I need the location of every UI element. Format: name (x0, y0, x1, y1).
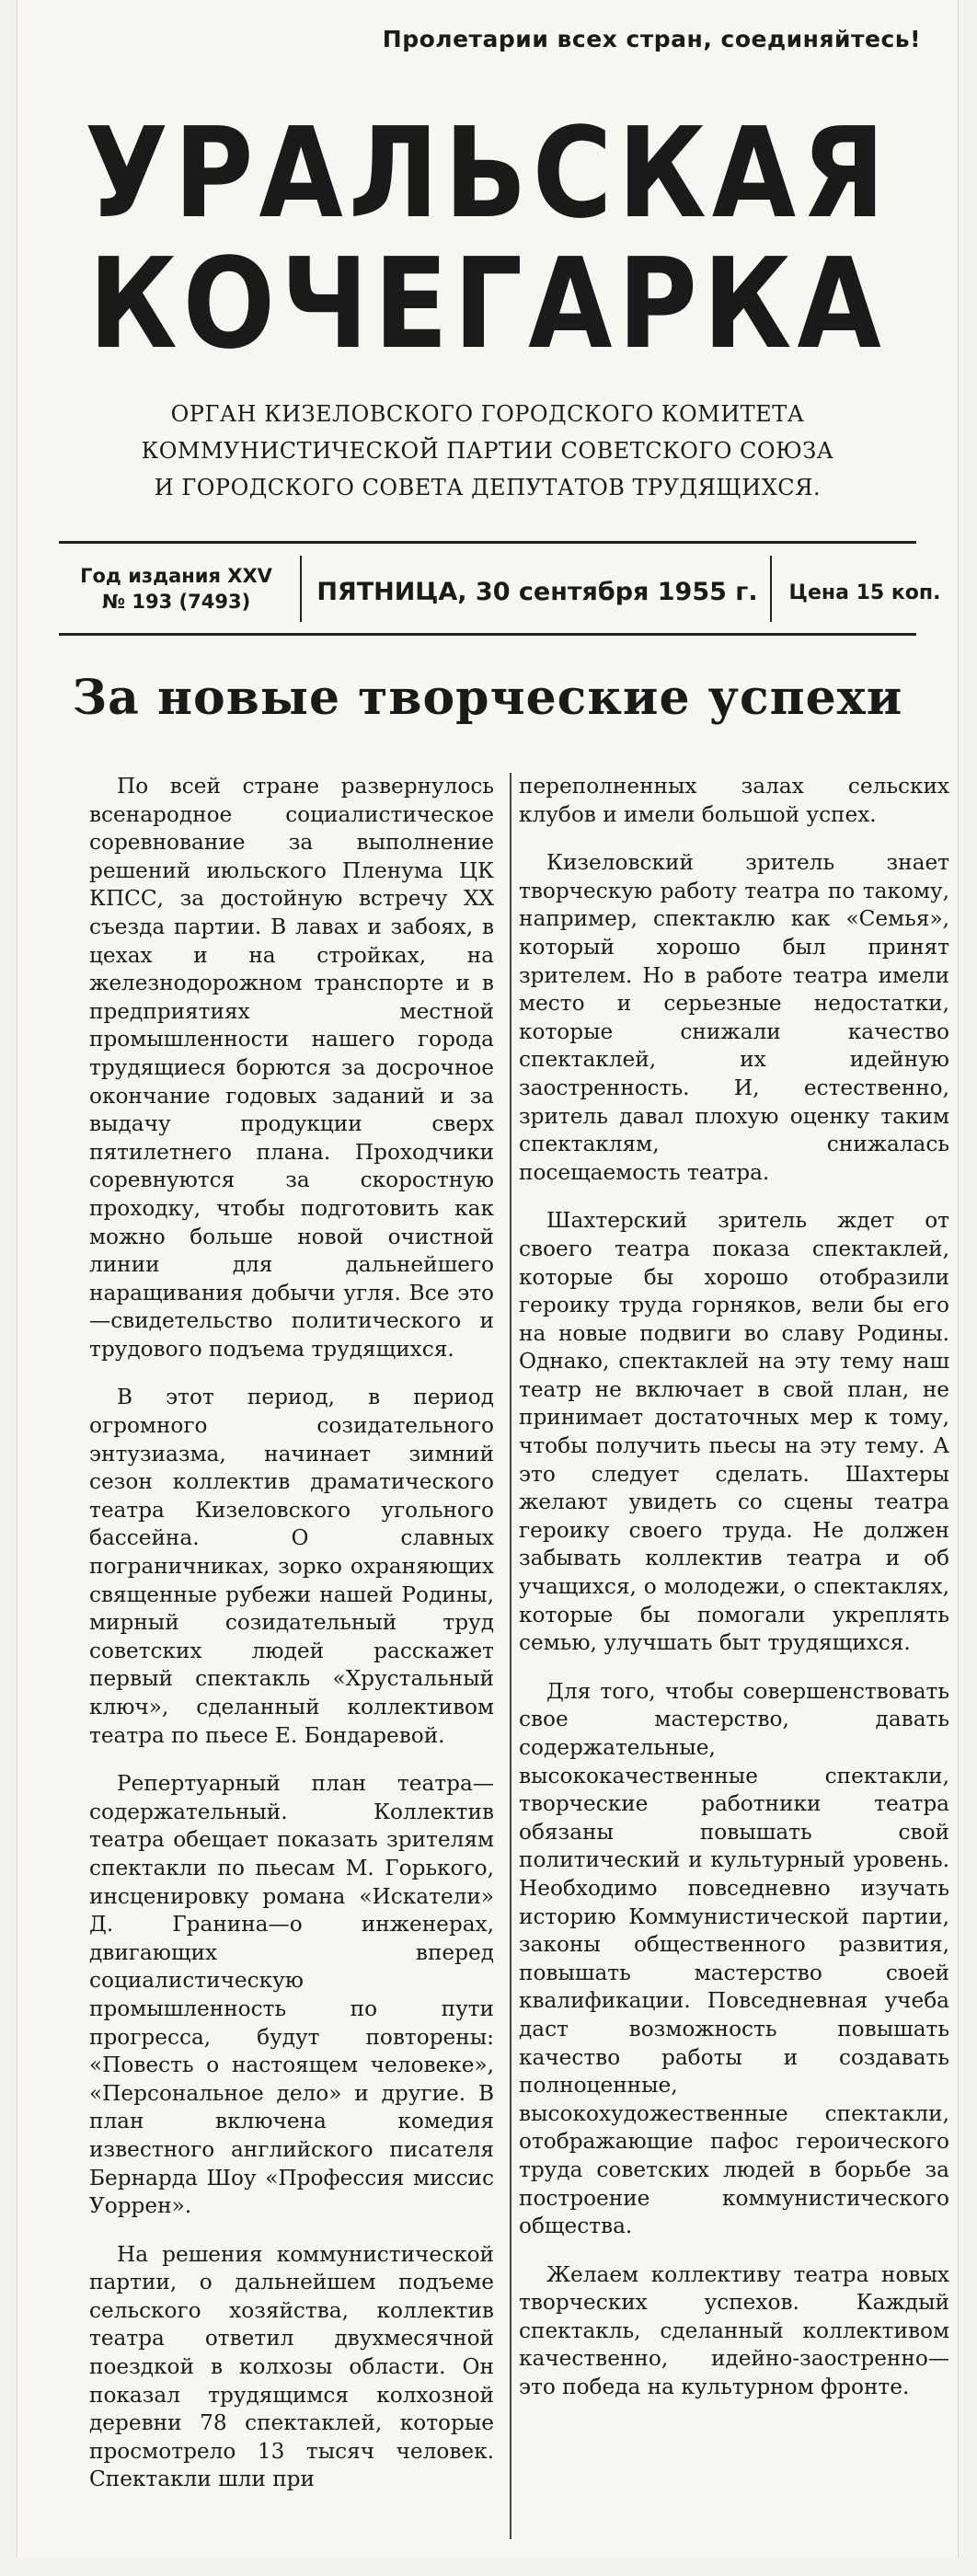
article-headline: За новые творческие успехи (72, 670, 903, 726)
organ-statement (17, 396, 958, 506)
divider (59, 633, 916, 636)
article-column-left (89, 773, 494, 2514)
column-divider (510, 773, 511, 2539)
article-paragraph: переполненных залах сельских клубов и имели большой успех. (519, 774, 949, 827)
divider (59, 541, 916, 544)
divider (770, 556, 772, 622)
newspaper-page (17, 0, 959, 2558)
organ-line: КОММУНИСТИЧЕСКОЙ ПАРТИИ СОВЕТСКОГО СОЮЗА (141, 438, 834, 464)
organ-line: И ГОРОДСКОГО СОВЕТА ДЕПУТАТОВ ТРУДЯЩИХСЯ. (154, 475, 822, 500)
article-paragraph: Шахтерский зритель ждет от своего театра показа спектаклей, которые бы хорошо отобразили героику труда горняков, вели бы его на новые подвиги во славу Родины. Однако, спектаклей на эту тему наш театр не включает в свой план, не принимает достаточных мер к тому, чтобы получить пьесы на эту тему. А это следует сделать. Шахтеры желают увидеть со сцены театра героику своего труда. Не должен забывать коллектив театра и об учащихся, о молодежи, о спектаклях, которые бы помогали укреплять семью, улучшать быт трудящихся. (519, 1208, 949, 1656)
article-column-right (519, 773, 949, 2422)
organ-line: ОРГАН КИЗЕЛОВСКОГО ГОРОДСКОГО КОМИТЕТА (170, 401, 805, 427)
masthead-title-line2: КОЧЕГАРКА (88, 230, 887, 377)
article-paragraph: Для того, чтобы совершенствовать свое мастерство, давать содержательные, высококачественные спектакли, творческие работники театра обязаны повышать свой политический и культурный уровень. Необходимо повседневно изучать историю Коммунистической партии, законы общественного развития, повышать мастерство своей квалификации. Повседневная учеба даст возможность повышать качество работы и создавать полноценные, высокохудожественные спектакли, отображающие пафос героического труда советских людей в борьбе за построение коммунистического общества. (519, 1678, 949, 2239)
masthead-title-line1: УРАЛЬСКАЯ (85, 99, 891, 247)
article-paragraph: В этот период, в период огромного созидательного энтузиазма, начинает зимний сезон коллектив драматического театра Кизеловского угольного бассейна. О славных пограничниках, зорко охраняющих священные рубежи нашей Родины, мирный созидательный труд советских людей расскажет первый спектакль «Хрустальный ключ», сделанный коллективом театра по пьесе Е. Бондаревой. (89, 1385, 494, 1748)
issue-info (59, 563, 293, 615)
divider (300, 556, 302, 622)
article-paragraph: На решения коммунистической партии, о дальнейшем подъеме сельского хозяйства, коллектив театра ответил двухмесячной поездкой в колхозы области. Он показал трудящимся колхозной деревни 78 спектаклей, которые просмотрело 13 тысяч человек. Спектакли шли при (89, 2241, 494, 2492)
issue-price: Цена 15 коп. (788, 581, 941, 604)
issue-date: ПЯТНИЦА, 30 сентября 1955 г. (316, 578, 758, 606)
article-paragraph: Кизеловский зритель знает творческую работу театра по такому, например, спектаклю как «Семья», который хорошо был принят зрителем. Но в работе театра имели место и серьезные недостатки, которые снижали качество спектаклей, их идейную заостренность. И, естественно, зритель давал плохую оценку таким спектаклям, снижалась посещаемость театра. (519, 850, 949, 1185)
article-paragraph: По всей стране развернулось всенародное социалистическое соревнование за выполнение решений июльского Пленума ЦК КПСС, за достойную встречу XX съезда партии. В лавах и забоях, в цехах и на стройках, на железнодорожном транспорте и в предприятиях местной промышленности нашего города трудящиеся борются за досрочное окончание годовых заданий и за выдачу продукции сверх пятилетнего плана. Проходчики соревнуются за скоростную проходку, чтобы подготовить как можно больше новой очистной линии для дальнейшего наращивания добычи угля. Все это—свидетельство политического и трудового подъема трудящихся. (89, 774, 494, 1362)
issue-number: № 193 (7493) (101, 591, 251, 613)
article-paragraph: Репертуарный план театра—содержательный. Коллектив театра обещает показать зрителям спектакли по пьесам М. Горького, инсценировку романа «Искатели» Д. Гранина—о инженерах, двигающих вперед социалистическую промышленность по пути прогресса, будут повторены: «Повесть о настоящем человеке», «Персональное дело» и другие. В план включена комедия известного английского писателя Бернарда Шоу «Профессия миссис Уоррен». (89, 1771, 494, 2219)
article-paragraph: Желаем коллективу театра новых творческих успехов. Каждый спектакль, сделанный коллективом качественно, идейно-заостренно— это победа на культурном фронте. (519, 2261, 949, 2400)
issue-year: Год издания XXV (80, 565, 272, 587)
motto: Пролетарии всех стран, соединяйтесь! (382, 26, 921, 52)
